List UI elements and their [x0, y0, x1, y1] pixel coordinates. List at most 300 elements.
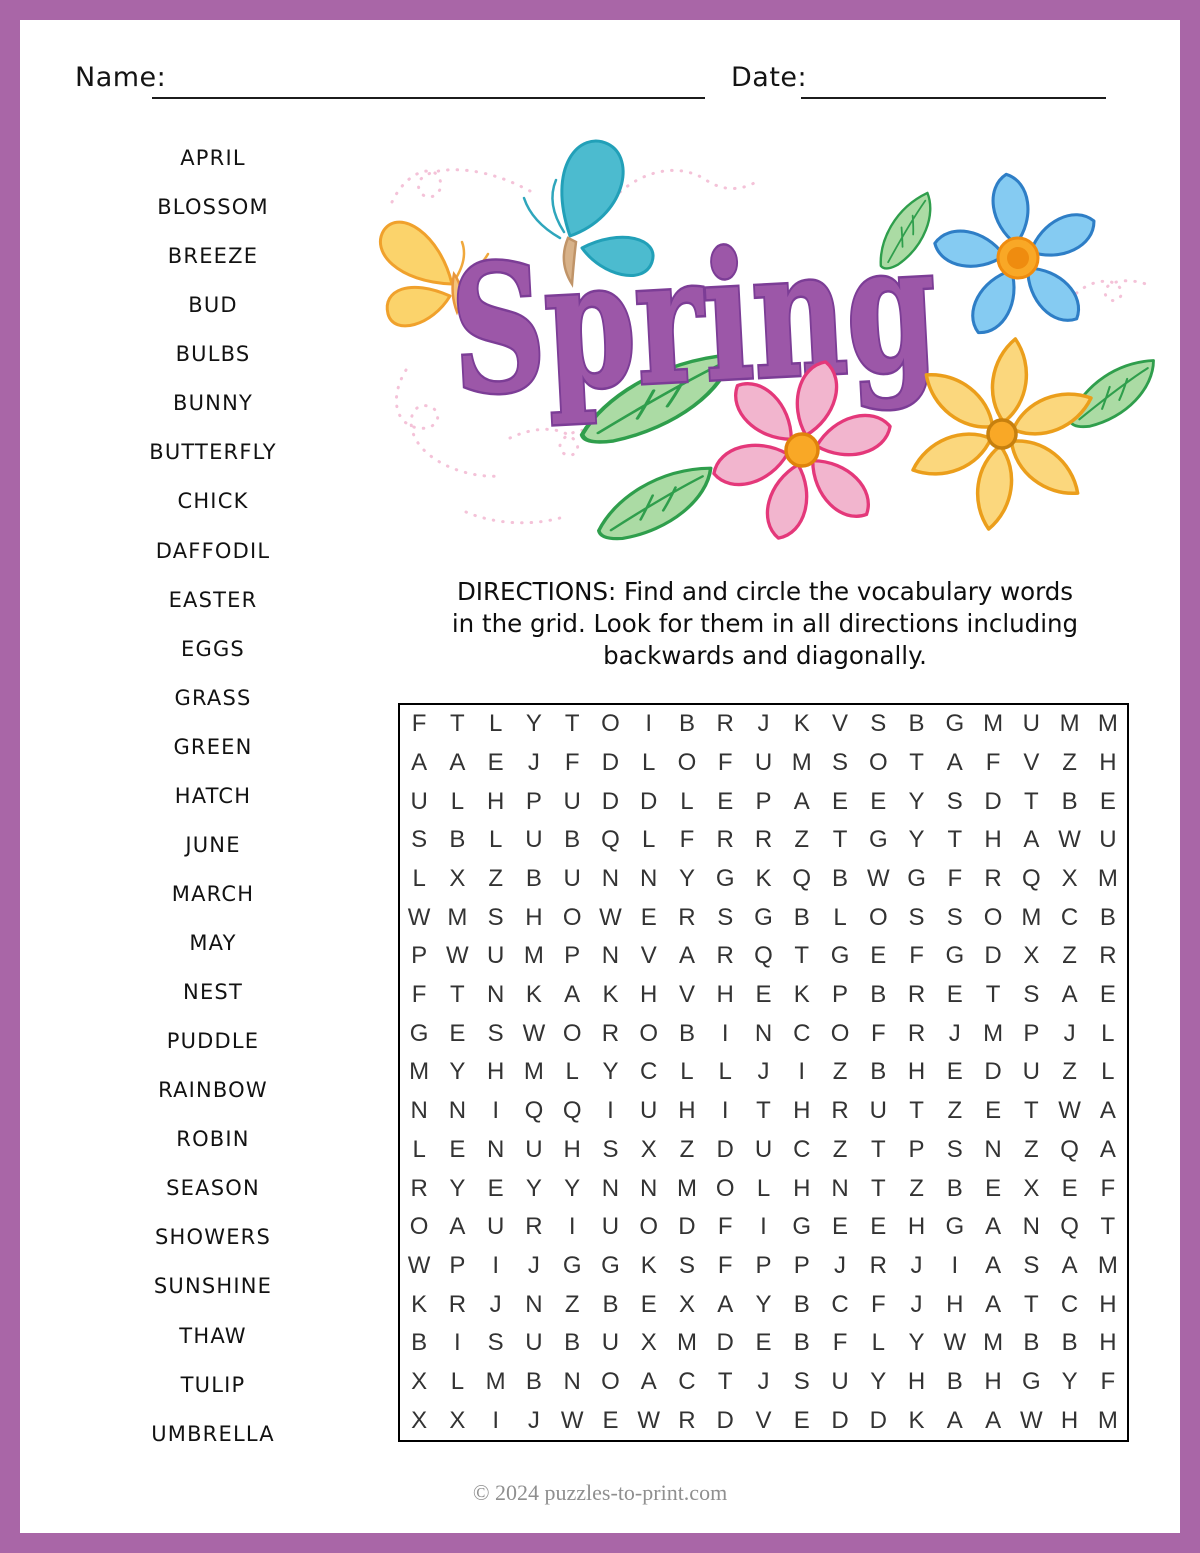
word-list-item: UMBRELLA [151, 1421, 275, 1446]
grid-cell: L [1101, 1019, 1115, 1047]
grid-cell: C [1060, 1290, 1079, 1318]
word-list-item: MARCH [171, 881, 255, 906]
grid-cell: L [871, 1329, 885, 1357]
grid-cell: S [870, 710, 887, 738]
grid-cell: R [984, 865, 1002, 893]
grid-cell: T [794, 942, 810, 970]
grid-cell: I [721, 1019, 729, 1047]
grid-cell: R [869, 1251, 887, 1279]
grid-cell: L [450, 787, 465, 815]
word-list-item: ROBIN [176, 1127, 250, 1152]
grid-cell: E [755, 1329, 772, 1357]
grid-cell: G [409, 1019, 429, 1047]
grid-cell: U [1099, 826, 1117, 854]
grid-cell: U [525, 826, 543, 854]
grid-cell: Y [1061, 1367, 1078, 1395]
grid-cell: H [640, 981, 658, 1009]
grid-cell: V [755, 1406, 772, 1434]
blue-flower-icon [932, 172, 1102, 341]
grid-cell: U [563, 865, 581, 893]
word-list-item: MAY [189, 931, 237, 955]
word-list [88, 146, 338, 1446]
grid-cell: C [793, 1019, 811, 1047]
grid-cell: E [870, 787, 887, 815]
grid-cell: P [793, 1251, 810, 1279]
grid-cell: B [1061, 1329, 1078, 1357]
grid-cell: W [560, 1406, 584, 1434]
grid-cell: A [946, 1406, 963, 1434]
grid-cell: W [943, 1329, 967, 1357]
grid-cell: M [676, 1174, 697, 1202]
grid-cell: U [410, 787, 428, 815]
grid-cell: W [599, 903, 622, 931]
grid-cell: B [870, 1058, 887, 1086]
grid-cell: O [868, 903, 888, 931]
grid-cell: S [946, 1135, 963, 1163]
grid-cell: H [486, 787, 505, 815]
grid-cell: I [492, 1097, 499, 1125]
grid-cell: F [985, 749, 1001, 777]
directions-line: backwards and diagonally. [603, 640, 927, 670]
grid-cell: U [640, 1097, 658, 1125]
grid-cell: L [756, 1174, 771, 1202]
grid-cell: H [984, 1367, 1002, 1395]
grid-cell: L [412, 865, 426, 893]
grid-cell: T [870, 1135, 886, 1163]
grid-cell: L [488, 710, 503, 738]
grid-cell: I [492, 1406, 499, 1434]
grid-cell: E [870, 942, 887, 970]
grid-cell: S [487, 1019, 504, 1047]
grid-cell: N [601, 942, 620, 970]
grid-cell: I [607, 1097, 614, 1125]
grid-cell: N [448, 1097, 467, 1125]
grid-cell: S [487, 903, 504, 931]
grid-cell: N [486, 1135, 505, 1163]
grid-cell: B [678, 1019, 695, 1047]
grid-cell: R [716, 826, 734, 854]
grid-cell: G [868, 826, 888, 854]
grid-cell: B [908, 710, 925, 738]
word-search-grid [398, 703, 1129, 1442]
grid-cell: D [678, 1213, 696, 1241]
grid-cell: Y [908, 787, 925, 815]
date-label: Date: [731, 62, 808, 93]
grid-cell: X [411, 1406, 428, 1434]
word-list-item: NEST [183, 980, 243, 1005]
grid-cell: S [832, 749, 849, 777]
grid-cell: U [601, 1329, 620, 1357]
grid-cell: O [562, 903, 582, 931]
grid-cell: N [640, 1174, 658, 1202]
grid-cell: E [946, 1058, 963, 1086]
grid-cell: K [908, 1406, 925, 1434]
grid-cell: U [754, 1135, 773, 1163]
grid-cell: K [793, 710, 810, 738]
grid-cell: F [717, 1213, 733, 1241]
grid-cell: B [832, 865, 849, 893]
grid-cell: E [1061, 1174, 1078, 1202]
grid-cell: B [678, 710, 695, 738]
grid-cell: M [1097, 865, 1118, 893]
grid-cell: F [679, 826, 695, 854]
grid-cell: I [760, 1213, 767, 1241]
grid-cell: L [680, 1058, 694, 1086]
grid-cell: R [410, 1174, 428, 1202]
grid-cell: S [1023, 981, 1040, 1009]
grid-cell: F [832, 1329, 848, 1357]
grid-cell: A [793, 787, 810, 815]
grid-cell: Y [908, 1329, 925, 1357]
grid-cell: B [525, 865, 542, 893]
grid-cell: P [832, 981, 849, 1009]
grid-cell: F [1100, 1174, 1116, 1202]
grid-cell: P [411, 942, 428, 970]
grid-cell: S [1023, 1251, 1040, 1279]
grid-cell: H [984, 826, 1002, 854]
grid-cell: X [449, 1406, 466, 1434]
grid-cell: U [486, 1213, 505, 1241]
word-list-item: DAFFODIL [155, 538, 271, 563]
grid-cell: Z [909, 1174, 924, 1202]
grid-cell: I [454, 1329, 461, 1357]
grid-cell: F [909, 942, 924, 970]
grid-cell: E [717, 787, 734, 815]
word-list-item: JUNE [185, 832, 241, 857]
grid-cell: L [488, 826, 503, 854]
grid-cell: C [831, 1290, 849, 1318]
grid-cell: G [601, 1251, 620, 1279]
grid-cell: T [450, 710, 465, 738]
word-list-item: CHICK [177, 489, 249, 514]
grid-cell: O [983, 903, 1003, 931]
grid-cell: P [1023, 1019, 1040, 1047]
grid-cell: A [985, 1213, 1002, 1241]
grid-cell: D [601, 787, 620, 815]
grid-cell: N [525, 1290, 543, 1318]
grid-cell: A [1099, 1097, 1116, 1125]
grid-cell: C [1060, 903, 1079, 931]
grid-cell: B [564, 1329, 581, 1357]
grid-cell: B [1023, 1329, 1040, 1357]
grid-cell: O [409, 1213, 429, 1241]
grid-cell: T [1100, 1213, 1116, 1241]
directions-line: DIRECTIONS: Find and circle the vocabulary words [456, 577, 1074, 606]
grid-cell: I [721, 1097, 729, 1125]
grid-cell: J [489, 1290, 502, 1318]
grid-cell: S [908, 903, 925, 931]
grid-cell: P [755, 1251, 772, 1279]
grid-cell: A [1099, 1135, 1116, 1163]
word-list-item: SHOWERS [154, 1225, 271, 1250]
grid-cell: N [754, 1019, 773, 1047]
word-list-item: BLOSSOM [157, 195, 269, 220]
word-list-item: BUNNY [172, 391, 254, 416]
grid-cell: X [640, 1135, 657, 1163]
grid-cell: G [1022, 1367, 1041, 1395]
grid-cell: Z [1062, 749, 1077, 777]
grid-cell: Q [1022, 865, 1041, 893]
grid-cell: G [945, 1213, 965, 1241]
grid-cell: Y [908, 826, 925, 854]
grid-cell: R [1099, 942, 1117, 970]
grid-cell: Y [602, 1058, 619, 1086]
grid-cell: G [715, 865, 735, 893]
grid-cell: N [984, 1135, 1002, 1163]
grid-cell: M [1097, 710, 1118, 738]
grid-cell: E [1099, 981, 1116, 1009]
grid-cell: L [565, 1058, 579, 1086]
grid-cell: H [793, 1174, 811, 1202]
grid-cell: T [717, 1367, 733, 1395]
grid-cell: D [984, 942, 1002, 970]
grid-cell: V [832, 710, 849, 738]
grid-cell: H [678, 1097, 696, 1125]
word-list-item: EGGS [181, 636, 245, 661]
grid-cell: Z [1062, 942, 1077, 970]
grid-cell: R [907, 981, 926, 1009]
title-art [370, 128, 1160, 550]
grid-cell: S [602, 1135, 619, 1163]
grid-cell: B [449, 826, 466, 854]
grid-cell: I [951, 1251, 959, 1279]
grid-cell: O [601, 1367, 620, 1395]
grid-cell: B [411, 1329, 428, 1357]
grid-cell: M [983, 1329, 1004, 1357]
grid-cell: T [909, 1097, 924, 1125]
grid-cell: E [985, 1174, 1002, 1202]
grid-cell: O [562, 1019, 582, 1047]
grid-cell: K [793, 981, 810, 1009]
date-blank-line [801, 97, 1106, 99]
grid-cell: Z [679, 1135, 695, 1163]
grid-cell: E [449, 1019, 466, 1047]
grid-cell: D [869, 1406, 887, 1434]
grid-cell: C [640, 1058, 658, 1086]
grid-cell: L [680, 787, 694, 815]
grid-cell: H [1099, 749, 1117, 777]
grid-cell: Q [1060, 1213, 1079, 1241]
word-list-item: BULBS [175, 342, 251, 367]
grid-cell: J [757, 1058, 770, 1086]
grid-cell: U [1022, 1058, 1040, 1086]
word-list-item: APRIL [180, 146, 246, 170]
grid-cell: N [831, 1174, 849, 1202]
grid-cell: J [527, 749, 540, 777]
spring-title: Spring [446, 195, 1114, 435]
grid-cell: D [716, 1406, 734, 1434]
grid-cell: N [563, 1367, 581, 1395]
grid-cell: E [449, 1135, 466, 1163]
grid-cell: D [716, 1135, 734, 1163]
grid-cell: I [798, 1058, 806, 1086]
grid-cell: R [678, 903, 696, 931]
grid-cell: T [947, 826, 963, 854]
grid-cell: W [1058, 826, 1081, 854]
grid-cell: P [564, 942, 581, 970]
word-list-item: GRASS [174, 685, 252, 710]
copyright-footer: © 2024 puzzles-to-print.com [472, 1480, 728, 1505]
grid-cell: U [869, 1097, 887, 1125]
grid-cell: H [1099, 1329, 1117, 1357]
grid-cell: N [486, 981, 505, 1009]
grid-cell: Y [755, 1290, 772, 1318]
grid-cell: E [487, 749, 504, 777]
grid-cell: O [601, 710, 620, 738]
grid-cell: H [563, 1135, 581, 1163]
grid-cell: M [1059, 710, 1080, 738]
grid-cell: Y [564, 1174, 581, 1202]
grid-cell: L [718, 1058, 732, 1086]
grid-cell: F [1100, 1367, 1116, 1395]
grid-cell: E [602, 1406, 619, 1434]
grid-cell: F [870, 1290, 886, 1318]
grid-cell: R [601, 1019, 620, 1047]
grid-cell: S [487, 1329, 504, 1357]
grid-cell: Z [947, 1097, 963, 1125]
grid-cell: S [793, 1367, 810, 1395]
grid-cell: E [946, 981, 963, 1009]
grid-cell: Y [525, 710, 542, 738]
grid-cell: A [985, 1251, 1002, 1279]
grid-cell: E [870, 1213, 887, 1241]
grid-cell: G [792, 1213, 812, 1241]
grid-cell: N [601, 865, 620, 893]
grid-cell: T [832, 826, 848, 854]
grid-cell: W [407, 1251, 431, 1279]
grid-cell: X [449, 865, 466, 893]
grid-cell: X [678, 1290, 695, 1318]
grid-cell: N [640, 865, 658, 893]
grid-cell: V [640, 942, 657, 970]
grid-cell: Y [449, 1058, 466, 1086]
grid-cell: K [602, 981, 619, 1009]
grid-cell: D [601, 749, 620, 777]
word-list-item: BUTTERFLY [149, 440, 277, 465]
grid-cell: G [907, 865, 926, 893]
grid-cell: V [678, 981, 695, 1009]
grid-cell: I [645, 710, 653, 738]
grid-cell: A [946, 749, 963, 777]
grid-cell: H [486, 1058, 505, 1086]
grid-cell: F [947, 865, 963, 893]
grid-cell: U [754, 749, 773, 777]
word-list-item: TULIP [180, 1372, 246, 1397]
grid-cell: A [1023, 826, 1040, 854]
grid-cell: E [755, 981, 772, 1009]
grid-cell: Y [525, 1174, 542, 1202]
grid-cell: O [639, 1019, 659, 1047]
grid-cell: W [407, 903, 431, 931]
word-list-item: EASTER [168, 587, 258, 612]
grid-cell: X [640, 1329, 657, 1357]
grid-cell: E [1099, 787, 1116, 815]
grid-cell: W [637, 1406, 661, 1434]
grid-cell: A [1061, 1251, 1078, 1279]
word-list-item: THAW [179, 1323, 247, 1348]
grid-cell: P [449, 1251, 466, 1279]
grid-cell: U [831, 1367, 849, 1395]
grid-cell: S [717, 903, 734, 931]
grid-cell: T [1024, 787, 1039, 815]
grid-cell: L [450, 1367, 465, 1395]
grid-cell: K [411, 1290, 428, 1318]
grid-cell: U [525, 1329, 543, 1357]
grid-cell: M [676, 1329, 697, 1357]
grid-cell: M [791, 749, 812, 777]
grid-cell: G [945, 710, 965, 738]
grid-cell: A [449, 749, 466, 777]
grid-cell: A [449, 1213, 466, 1241]
grid-cell: R [448, 1290, 467, 1318]
grid-cell: F [717, 749, 733, 777]
grid-cell: U [486, 942, 505, 970]
grid-cell: O [868, 749, 888, 777]
word-list-item: GREEN [173, 734, 253, 759]
grid-cell: B [564, 826, 581, 854]
grid-cell: O [677, 749, 697, 777]
grid-cell: Z [832, 1058, 848, 1086]
grid-cell: K [755, 865, 772, 893]
grid-cell: Z [794, 826, 810, 854]
grid-cell: G [562, 1251, 582, 1279]
grid-cell: B [602, 1290, 619, 1318]
grid-cell: L [833, 903, 847, 931]
grid-cell: R [525, 1213, 543, 1241]
grid-cell: H [907, 1367, 926, 1395]
grid-cell: R [716, 710, 734, 738]
grid-cell: R [907, 1019, 926, 1047]
grid-cell: Z [1062, 1058, 1077, 1086]
directions-text [408, 576, 1122, 672]
grid-cell: M [523, 1058, 544, 1086]
grid-cell: H [907, 1058, 926, 1086]
word-list-item: BUD [188, 293, 238, 318]
grid-cell: N [410, 1097, 428, 1125]
grid-cell: F [717, 1251, 733, 1279]
grid-cell: A [717, 1290, 734, 1318]
grid-cell: E [985, 1097, 1002, 1125]
grid-cell: J [948, 1019, 961, 1047]
grid-cell: B [946, 1367, 963, 1395]
grid-cell: X [1023, 942, 1040, 970]
grid-cell: H [1099, 1290, 1117, 1318]
grid-cell: M [983, 710, 1004, 738]
grid-cell: J [910, 1290, 923, 1318]
grid-cell: U [1022, 710, 1040, 738]
word-list-item: PUDDLE [166, 1029, 260, 1054]
grid-cell: J [757, 1367, 770, 1395]
grid-cell: U [601, 1213, 620, 1241]
grid-cell: P [755, 787, 772, 815]
grid-cell: M [983, 1019, 1004, 1047]
grid-cell: B [525, 1367, 542, 1395]
word-list-item: HATCH [174, 783, 252, 808]
grid-cell: D [984, 1058, 1002, 1086]
grid-cell: H [525, 903, 543, 931]
grid-cell: A [678, 942, 695, 970]
grid-cell: H [946, 1290, 964, 1318]
grid-cell: W [446, 942, 469, 970]
grid-cell: L [642, 826, 656, 854]
grid-cell: M [1097, 1406, 1118, 1434]
directions-line: in the grid. Look for them in all directions including [451, 608, 1079, 638]
name-label: Name: [75, 62, 167, 93]
grid-cell: X [411, 1367, 428, 1395]
grid-cell: I [568, 1213, 576, 1241]
grid-cell: H [793, 1097, 811, 1125]
grid-cell: A [985, 1406, 1002, 1434]
